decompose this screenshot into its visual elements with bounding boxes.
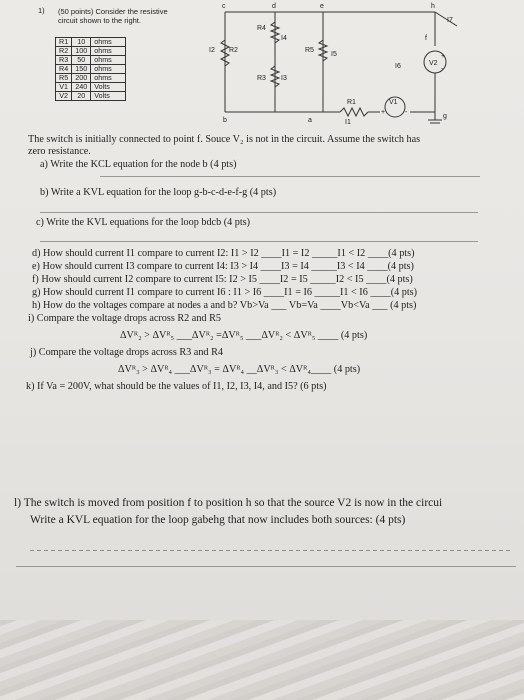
- answer-line-b: [40, 212, 478, 213]
- node-e-label: e: [320, 3, 324, 10]
- answer-line-c: [40, 241, 478, 242]
- v1-plus: +: [381, 109, 386, 116]
- switch-blade: [435, 12, 457, 26]
- component-value: 100: [72, 47, 91, 56]
- question-b: b) Write a KVL equation for the loop g-b-c-d-e-f-g (4 pts): [40, 187, 277, 198]
- question-f: f) How should current I2 compare to current I5: I2 > I5 ____I2 = I5 _____I2 < I5 ____(4 pts): [32, 274, 413, 285]
- component-name: V1: [56, 83, 72, 92]
- question-e: e) How should current I3 compare to current I4: I3 > I4 ____I3 = I4 _____I3 < I4 ____(4 pts): [32, 261, 414, 272]
- r5-label: R5: [305, 47, 314, 54]
- component-name: R3: [56, 56, 72, 65]
- node-c-label: c: [222, 3, 226, 10]
- component-name: R2: [56, 47, 72, 56]
- switch-statement-line2: zero resistance.: [28, 146, 91, 157]
- component-value: 10: [72, 38, 91, 47]
- question-j: j) Compare the voltage drops across R3 and R4: [30, 347, 223, 358]
- paper-fold-shadow: [0, 620, 524, 700]
- question-j-options: ΔVᴿ₃ > ΔVᴿ₄ ___ΔVᴿ₃ = ΔVᴿ₄ __ΔVᴿ₃ < ΔVᴿ₄____ (4 pts): [118, 364, 361, 375]
- v1-minus: -: [405, 109, 408, 116]
- question-i: i) Compare the voltage drops across R2 and R5: [28, 313, 221, 324]
- component-name: R1: [56, 38, 72, 47]
- answer-line-l1: [30, 550, 510, 551]
- component-unit: ohms: [91, 56, 126, 65]
- question-i-options: ΔVᴿ₂ > ΔVᴿ₅ ___ΔVᴿ₂ =ΔVᴿ₅ ___ΔVᴿ₂ < ΔVᴿ₅ ____ (4 pts): [120, 330, 368, 341]
- r3-label: R3: [257, 75, 266, 82]
- component-unit: ohms: [91, 47, 126, 56]
- component-unit: ohms: [91, 38, 126, 47]
- question-c: c) Write the KVL equations for the loop bdcb (4 pts): [36, 217, 251, 228]
- answer-line-l2: [16, 566, 516, 567]
- component-value: 200: [72, 74, 91, 83]
- component-unit: Volts: [91, 92, 126, 101]
- component-name: V2: [56, 92, 72, 101]
- node-f-label: f: [425, 35, 427, 42]
- question-l-line2: Write a KVL equation for the loop gabehg that now includes both sources: (4 pts): [30, 514, 406, 526]
- r4-label: R4: [257, 25, 266, 32]
- component-name: R4: [56, 65, 72, 74]
- component-value: 20: [72, 92, 91, 101]
- question-g: g) How should current I1 compare to current I6 : I1 > I6 ____I1 = I6 _____I1 < I6 ____(4 pts): [32, 287, 418, 298]
- component-name: R5: [56, 74, 72, 83]
- problem-intro-line1: (50 points) Consider the resistive: [58, 7, 168, 16]
- component-values-table: [55, 37, 126, 101]
- component-value: 50: [72, 56, 91, 65]
- circuit-diagram: [195, 0, 470, 125]
- current-i6-label: I6: [395, 63, 401, 70]
- v2-plus: +: [441, 53, 446, 60]
- component-unit: ohms: [91, 65, 126, 74]
- question-a: a) Write the KCL equation for the node b (4 pts): [40, 159, 237, 170]
- component-value: 240: [72, 83, 91, 92]
- question-k: k) If Va = 200V, what should be the values of I1, I2, I3, I4, and I5? (6 pts): [26, 381, 327, 392]
- problem-intro-line2: circuit shown to the right.: [58, 16, 141, 25]
- component-row: [56, 92, 126, 101]
- question-h: h) How do the voltages compare at nodes a and b? Vb>Va ___ Vb=Va ____Vb<Va ___ (4 pts): [32, 300, 417, 311]
- node-h-label: h: [431, 3, 435, 10]
- component-unit: Volts: [91, 83, 126, 92]
- node-d-label: d: [272, 3, 276, 10]
- question-l-line1: l) The switch is moved from position f to position h so that the source V2 is now in the circui: [14, 497, 443, 509]
- v2-label: V2: [429, 60, 438, 67]
- switch-statement-line1: The switch is initially connected to point f. Souce V₂ is not in the circuit. Assume the switch has: [28, 134, 421, 145]
- r1-label: R1: [347, 99, 356, 106]
- answer-line-a: [100, 176, 480, 177]
- v1-label: V1: [389, 99, 398, 106]
- r2-label: R2: [229, 47, 238, 54]
- current-i2-label: I2: [209, 47, 215, 54]
- r1-zigzag: [340, 108, 368, 116]
- question-d: d) How should current I1 compare to current I2: I1 > I2 ____I1 = I2 _____I1 < I2 ____(4 pts): [32, 248, 415, 259]
- component-unit: ohms: [91, 74, 126, 83]
- current-i1-label: I1: [345, 119, 351, 125]
- current-i7-label: I7: [447, 17, 453, 24]
- component-value: 150: [72, 65, 91, 74]
- problem-number: 1): [38, 6, 45, 15]
- node-b-label: b: [223, 117, 227, 124]
- node-a-label: a: [308, 117, 312, 124]
- current-i3-label: I3: [281, 75, 287, 82]
- current-i4-label: I4: [281, 35, 287, 42]
- current-i5-label: I5: [331, 51, 337, 58]
- node-g-label: g: [443, 113, 447, 120]
- v2-minus: -: [441, 66, 444, 73]
